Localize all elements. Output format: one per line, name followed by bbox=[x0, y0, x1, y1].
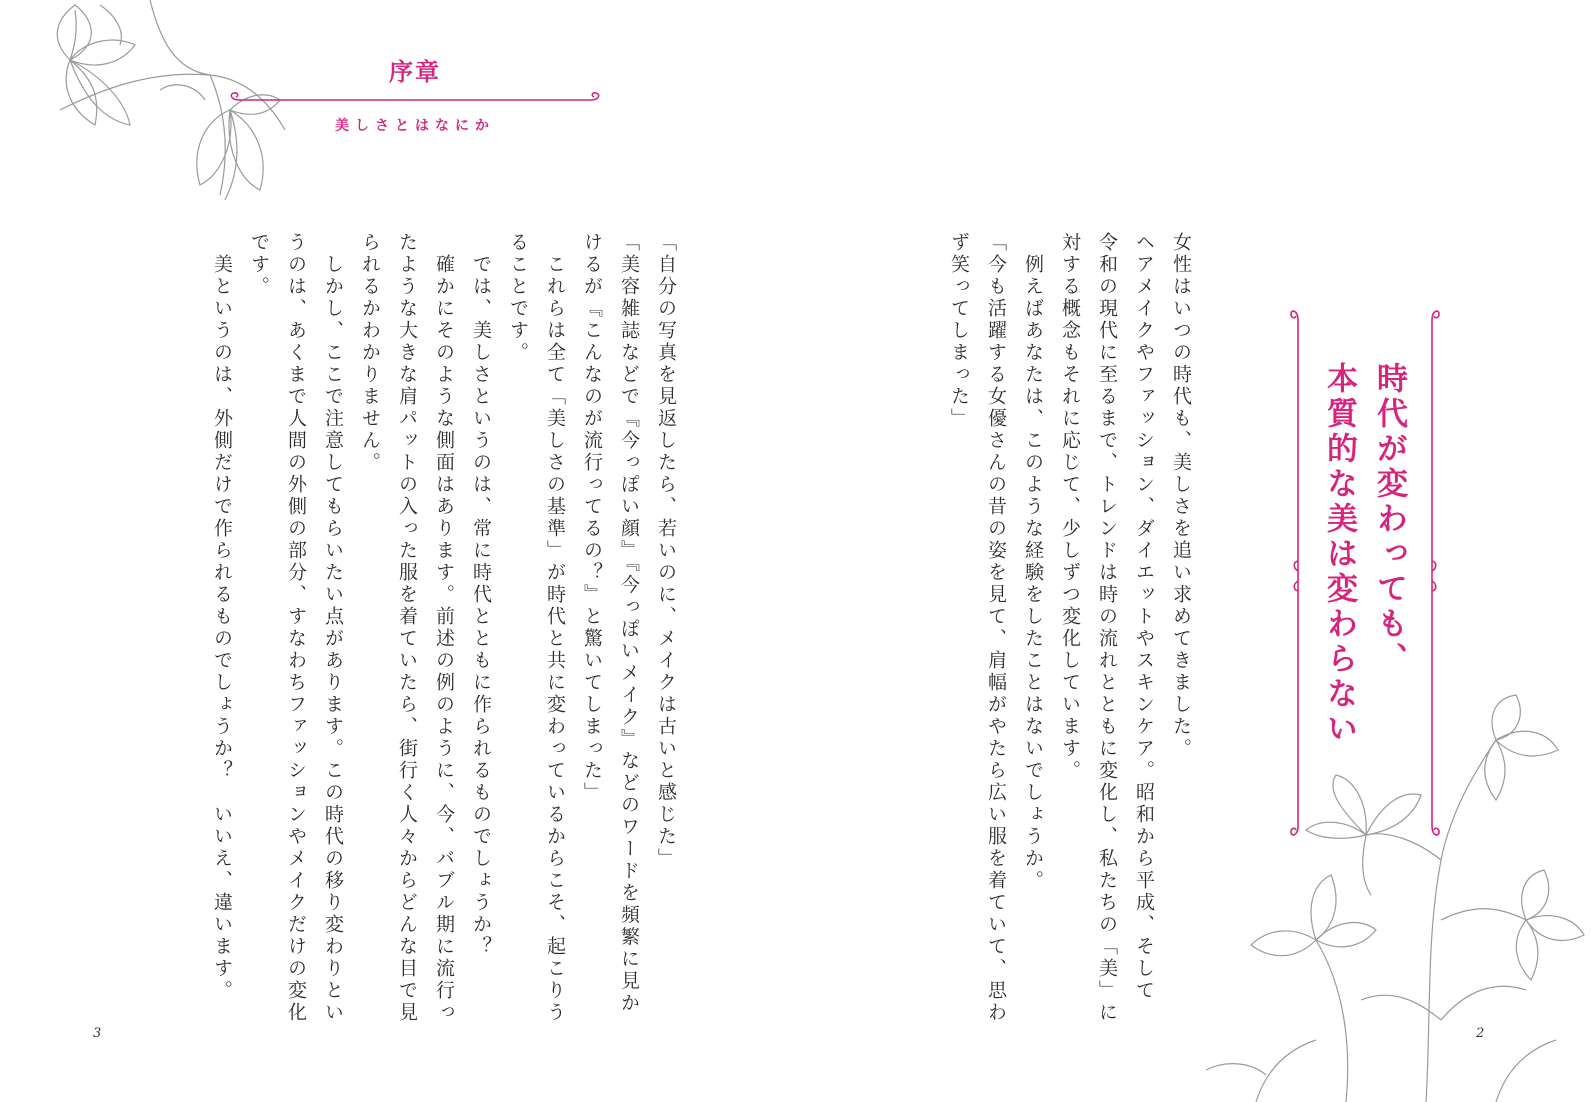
paragraph: うのは、あくまで人間の外側の部分、すなわちファッションやメイクだけの変化 bbox=[285, 232, 307, 1024]
section-heading-text bbox=[1314, 362, 1414, 747]
chapter-subtitle: 美しさとはなにか bbox=[335, 118, 495, 134]
paragraph: ることです。 bbox=[507, 232, 529, 364]
right-page-body bbox=[940, 232, 1199, 1024]
paragraph: 令和の現代に至るまで、トレンドは時の流れとともに変化し、私たちの「美」に bbox=[1096, 232, 1118, 1024]
paragraph: これらは全て「美しさの基準」が時代と共に変わっているからこそ、起こりう bbox=[544, 232, 566, 1024]
paragraph: 女性はいつの時代も、美しさを追い求めてきました。 bbox=[1170, 232, 1192, 760]
paragraph: です。 bbox=[248, 232, 270, 298]
paragraph: 「今も活躍する女優さんの昔の姿を見て、肩幅がやたら広い服を着ていて、思わ bbox=[985, 232, 1007, 1024]
paragraph: しかし、ここで注意してもらいたい点があります。この時代の移り変わりとい bbox=[322, 232, 344, 1024]
chapter-title: 序章 bbox=[389, 57, 441, 86]
page-number-left: 3 bbox=[93, 1026, 102, 1041]
section-heading bbox=[1290, 306, 1440, 841]
paragraph: ヘアメイクやファッション、ダイエットやスキンケア。昭和から平成、そして bbox=[1133, 232, 1155, 1002]
paragraph: けるが『こんなのが流行ってるの？』と驚いてしまった」 bbox=[581, 232, 603, 804]
paragraph: 確かにそのような側面はあります。前述の例のように、今、バブル期に流行っ bbox=[433, 232, 455, 1024]
paragraph: 対する概念もそれに応じて、少しずつ変化しています。 bbox=[1059, 232, 1081, 782]
paragraph: 「自分の写真を見返したら、若いのに、メイクは古いと感じた」 bbox=[655, 232, 677, 870]
paragraph: られるかわかりません。 bbox=[359, 232, 381, 474]
left-page-body bbox=[203, 232, 684, 1024]
paragraph: 美というのは、外側だけで作られるものでしょうか？ いいえ、違います。 bbox=[211, 232, 233, 1002]
paragraph: ず笑ってしまった」 bbox=[948, 232, 970, 430]
paragraph: たような大きな肩パットの入った服を着ていたら、街行く人々からどんな目で見 bbox=[396, 232, 418, 1024]
section-heading-line: 本質的な美は変わらない bbox=[1321, 362, 1357, 747]
page-number-right: 2 bbox=[1476, 1026, 1485, 1041]
paragraph: 例えばあなたは、このような経験をしたことはないでしょうか。 bbox=[1022, 232, 1044, 892]
paragraph: 「美容雑誌などで『今っぽい顔』『今っぽいメイク』などのワードを頻繁に見か bbox=[618, 232, 640, 1015]
chapter-header bbox=[220, 55, 610, 135]
section-heading-line: 時代が変わっても、 bbox=[1371, 362, 1407, 677]
chapter-title-rule bbox=[225, 91, 605, 107]
paragraph: では、美しさというのは、常に時代とともに作られるものでしょうか？ bbox=[470, 232, 492, 958]
